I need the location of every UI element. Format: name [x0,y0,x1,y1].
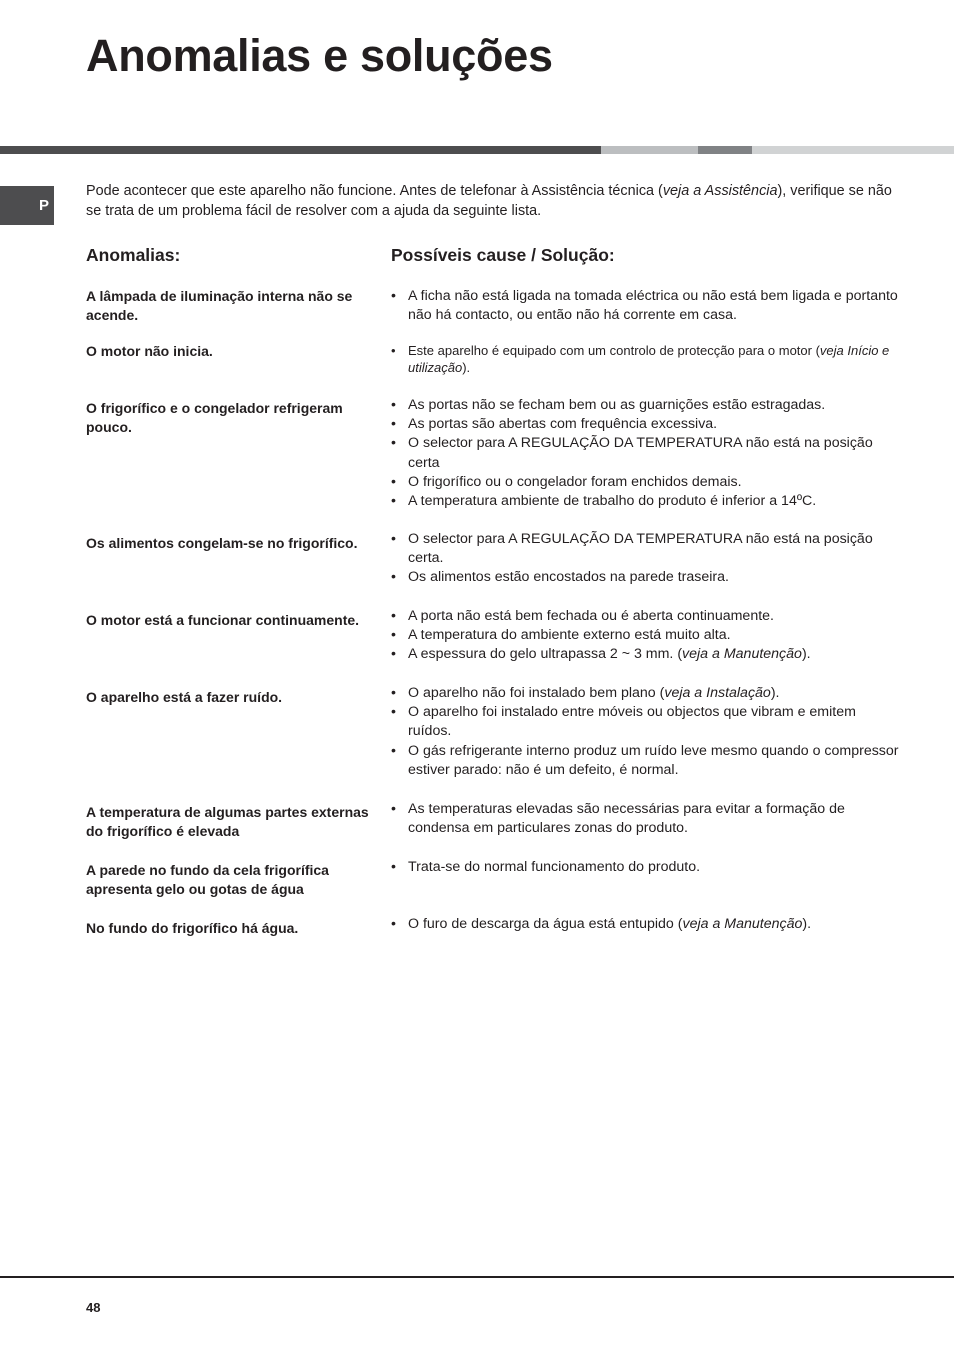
intro-text-1: Pode acontecer que este aparelho não funcione. Antes de telefonar à Assistência técnica ( [86,183,663,199]
solution-item: • Os alimentos estão encostados na parede traseira. [391,568,901,587]
solutions-heading: Possíveis cause / Solução: [391,245,615,265]
solution-item: • As temperaturas elevadas são necessárias para evitar a formação de condensa em particulares zonas do produto. [391,800,901,838]
problem-text: O frigorífico e o congelador refrigeram pouco. [86,400,343,435]
solution-item: • O furo de descarga da água está entupido (veja a Manutenção). [391,915,901,934]
footer-rule [0,1276,954,1278]
intro-paragraph [86,181,901,221]
page-number: 48 [86,1300,101,1315]
problem-text: No fundo do frigorífico há água. [86,920,299,936]
problem-text: O motor não inicia. [86,343,213,359]
solution-item: • O aparelho foi instalado entre móveis ou objectos que vibram e emitem ruídos. [391,703,901,741]
solution-list [391,287,901,325]
solution-list [391,343,901,376]
solution-item: • O gás refrigerante interno produz um ruído leve mesmo quando o compressor estiver parado: não é um defeito, é normal. [391,742,901,780]
solution-item: • O selector para A REGULAÇÃO DA TEMPERATURA não está na posição certa [391,434,901,472]
header-rule-light [601,146,698,154]
page-title: Anomalias e soluções [86,30,553,81]
solution-item: • A espessura do gelo ultrapassa 2 ~ 3 mm. (veja a Manutenção). [391,645,901,664]
solution-item: • O aparelho não foi instalado bem plano (veja a Instalação). [391,684,901,703]
solution-item: • A temperatura do ambiente externo está muito alta. [391,626,901,645]
solution-item: • O frigorífico ou o congelador foram enchidos demais. [391,473,901,492]
intro-text-2: ), verifique se não se trata de um problema fácil de resolver com a ajuda da seguinte lista. [86,183,892,219]
solution-list [391,684,901,780]
header-rule-pale [752,146,954,154]
problem-text: O aparelho está a fazer ruído. [86,689,283,705]
solution-list [391,858,901,877]
intro-reference: veja a Assistência [662,183,778,199]
anomalies-heading: Anomalias: [86,245,181,265]
solution-item: • As portas não se fecham bem ou as guarnições estão estragadas. [391,396,901,415]
problem-text: A parede no fundo da cela frigorífica apresenta gelo ou gotas de água [86,862,329,897]
header-rule-mid [698,146,752,154]
problem-text: Os alimentos congelam-se no frigorífico. [86,535,358,551]
solution-item: • A porta não está bem fechada ou é aberta continuamente. [391,607,901,626]
solution-list [391,396,901,511]
problem-text: A lâmpada de iluminação interna não se acende. [86,288,353,323]
solution-list [391,607,901,665]
solution-item: • Trata-se do normal funcionamento do produto. [391,858,901,877]
solution-item: • O selector para A REGULAÇÃO DA TEMPERATURA não está na posição certa. [391,530,901,568]
solution-item: • A temperatura ambiente de trabalho do produto é inferior a 14ºC. [391,492,901,511]
solution-list [391,530,901,588]
header-rule-dark [0,146,601,154]
problem-text: O motor está a funcionar continuamente. [86,612,360,628]
solution-item: • A ficha não está ligada na tomada eléctrica ou não está bem ligada e portanto não há contacto, ou então não há corrente em casa. [391,287,901,325]
language-tab: P [0,186,54,225]
solution-item: • As portas são abertas com frequência excessiva. [391,415,901,434]
solution-item: • Este aparelho é equipado com um controlo de protecção para o motor (veja Início e utilização). [391,343,901,376]
solution-list [391,915,901,934]
problem-text: A temperatura de algumas partes externas do frigorífico é elevada [86,804,369,839]
solution-list [391,800,901,838]
